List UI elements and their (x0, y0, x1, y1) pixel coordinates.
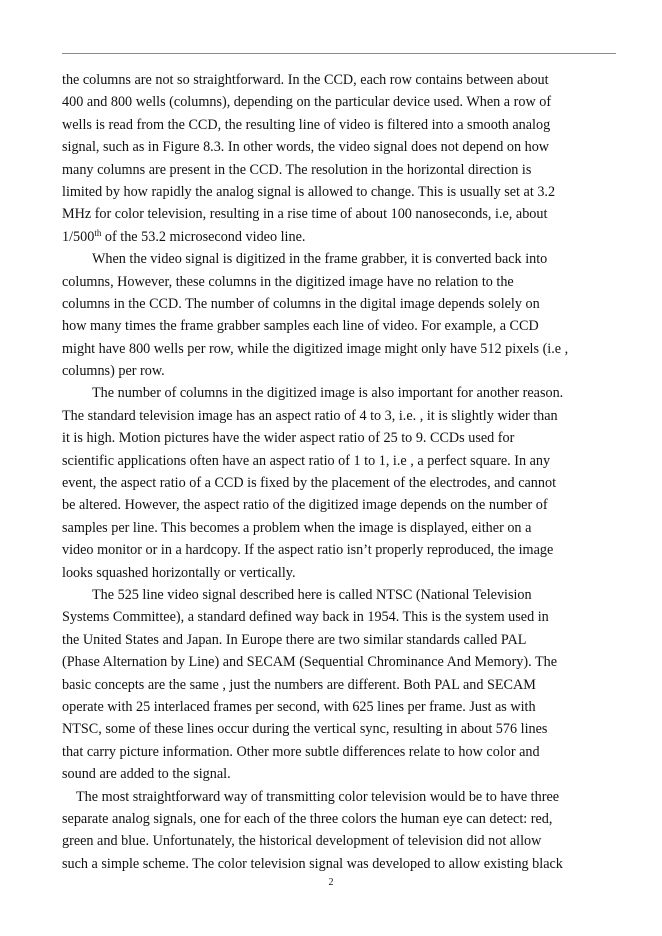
text-line: be altered. However, the aspect ratio of the digitized image depends on the number of (62, 497, 548, 514)
header-rule (62, 53, 616, 54)
text-line: many columns are present in the CCD. The resolution in the horizontal direction is (62, 161, 532, 178)
text-line: The standard television image has an aspect ratio of 4 to 3, i.e. , it is slightly wider than (62, 407, 558, 424)
text-line: green and blue. Unfortunately, the historical development of television did not allow (62, 833, 542, 850)
text-fragment: of the 53.2 microsecond video line. (101, 228, 306, 245)
text-line: such a simple scheme. The color television signal was developed to allow existing black (62, 855, 563, 872)
text-line: separate analog signals, one for each of the three colors the human eye can detect: red, (62, 810, 553, 827)
text-line: columns, However, these columns in the digitized image have no relation to the (62, 273, 514, 290)
text-line: (Phase Alternation by Line) and SECAM (Sequential Chrominance And Memory). The (62, 654, 558, 671)
paragraph-first-line: The 525 line video signal described here is called NTSC (National Television (92, 586, 532, 603)
paragraph-first-line: The number of columns in the digitized image is also important for another reason. (92, 385, 564, 402)
paragraph-first-line: The most straightforward way of transmitting color television would be to have three (76, 788, 560, 805)
text-line: basic concepts are the same , just the numbers are different. Both PAL and SECAM (62, 676, 536, 693)
text-line: event, the aspect ratio of a CCD is fixed by the placement of the electrodes, and cannot (62, 475, 557, 492)
text-line (62, 226, 622, 248)
text-line: samples per line. This becomes a problem when the image is displayed, either on a (62, 519, 532, 536)
text-line: the United States and Japan. In Europe there are two similar standards called PAL (62, 631, 527, 648)
text-line: how many times the frame grabber samples each line of video. For example, a CCD (62, 318, 539, 335)
text-line: sound are added to the signal. (62, 766, 231, 783)
page-number: 2 (328, 877, 334, 888)
text-line: it is high. Motion pictures have the wider aspect ratio of 25 to 9. CCDs used for (62, 430, 515, 447)
text-line: NTSC, some of these lines occur during the vertical sync, resulting in about 576 lines (62, 721, 548, 738)
text-line: that carry picture information. Other more subtle differences relate to how color and (62, 743, 540, 760)
text-line: might have 800 wells per row, while the digitized image might only have 512 pixels (i.e , (62, 340, 569, 357)
text-line: video monitor or in a hardcopy. If the aspect ratio isn’t properly reproduced, the image (62, 542, 554, 559)
superscript: th (94, 227, 102, 238)
text-line: columns) per row. (62, 363, 165, 380)
text-line: MHz for color television, resulting in a rise time of about 100 nanoseconds, i.e, about (62, 206, 548, 223)
text-line: operate with 25 interlaced frames per second, with 625 lines per frame. Just as with (62, 698, 536, 715)
body-text (62, 69, 622, 875)
paragraph-first-line: When the video signal is digitized in the frame grabber, it is converted back into (92, 251, 548, 268)
text-fragment: 1/500 (62, 228, 95, 245)
text-line: the columns are not so straightforward. In the CCD, each row contains between about (62, 72, 549, 88)
text-line: looks squashed horizontally or vertically. (62, 564, 296, 581)
text-line: columns in the CCD. The number of columns in the digital image depends solely on (62, 295, 540, 312)
text-line: signal, such as in Figure 8.3. In other words, the video signal does not depend on how (62, 139, 550, 156)
text-line: scientific applications often have an aspect ratio of 1 to 1, i.e , a perfect square. In any (62, 452, 551, 469)
text-line: 400 and 800 wells (columns), depending on the particular device used. When a row of (62, 94, 552, 111)
text-line: wells is read from the CCD, the resulting line of video is filtered into a smooth analog (62, 116, 551, 133)
text-line: limited by how rapidly the analog signal is allowed to change. This is usually set at 3.2 (62, 183, 556, 200)
text-line: Systems Committee), a standard defined way back in 1954. This is the system used in (62, 609, 549, 626)
